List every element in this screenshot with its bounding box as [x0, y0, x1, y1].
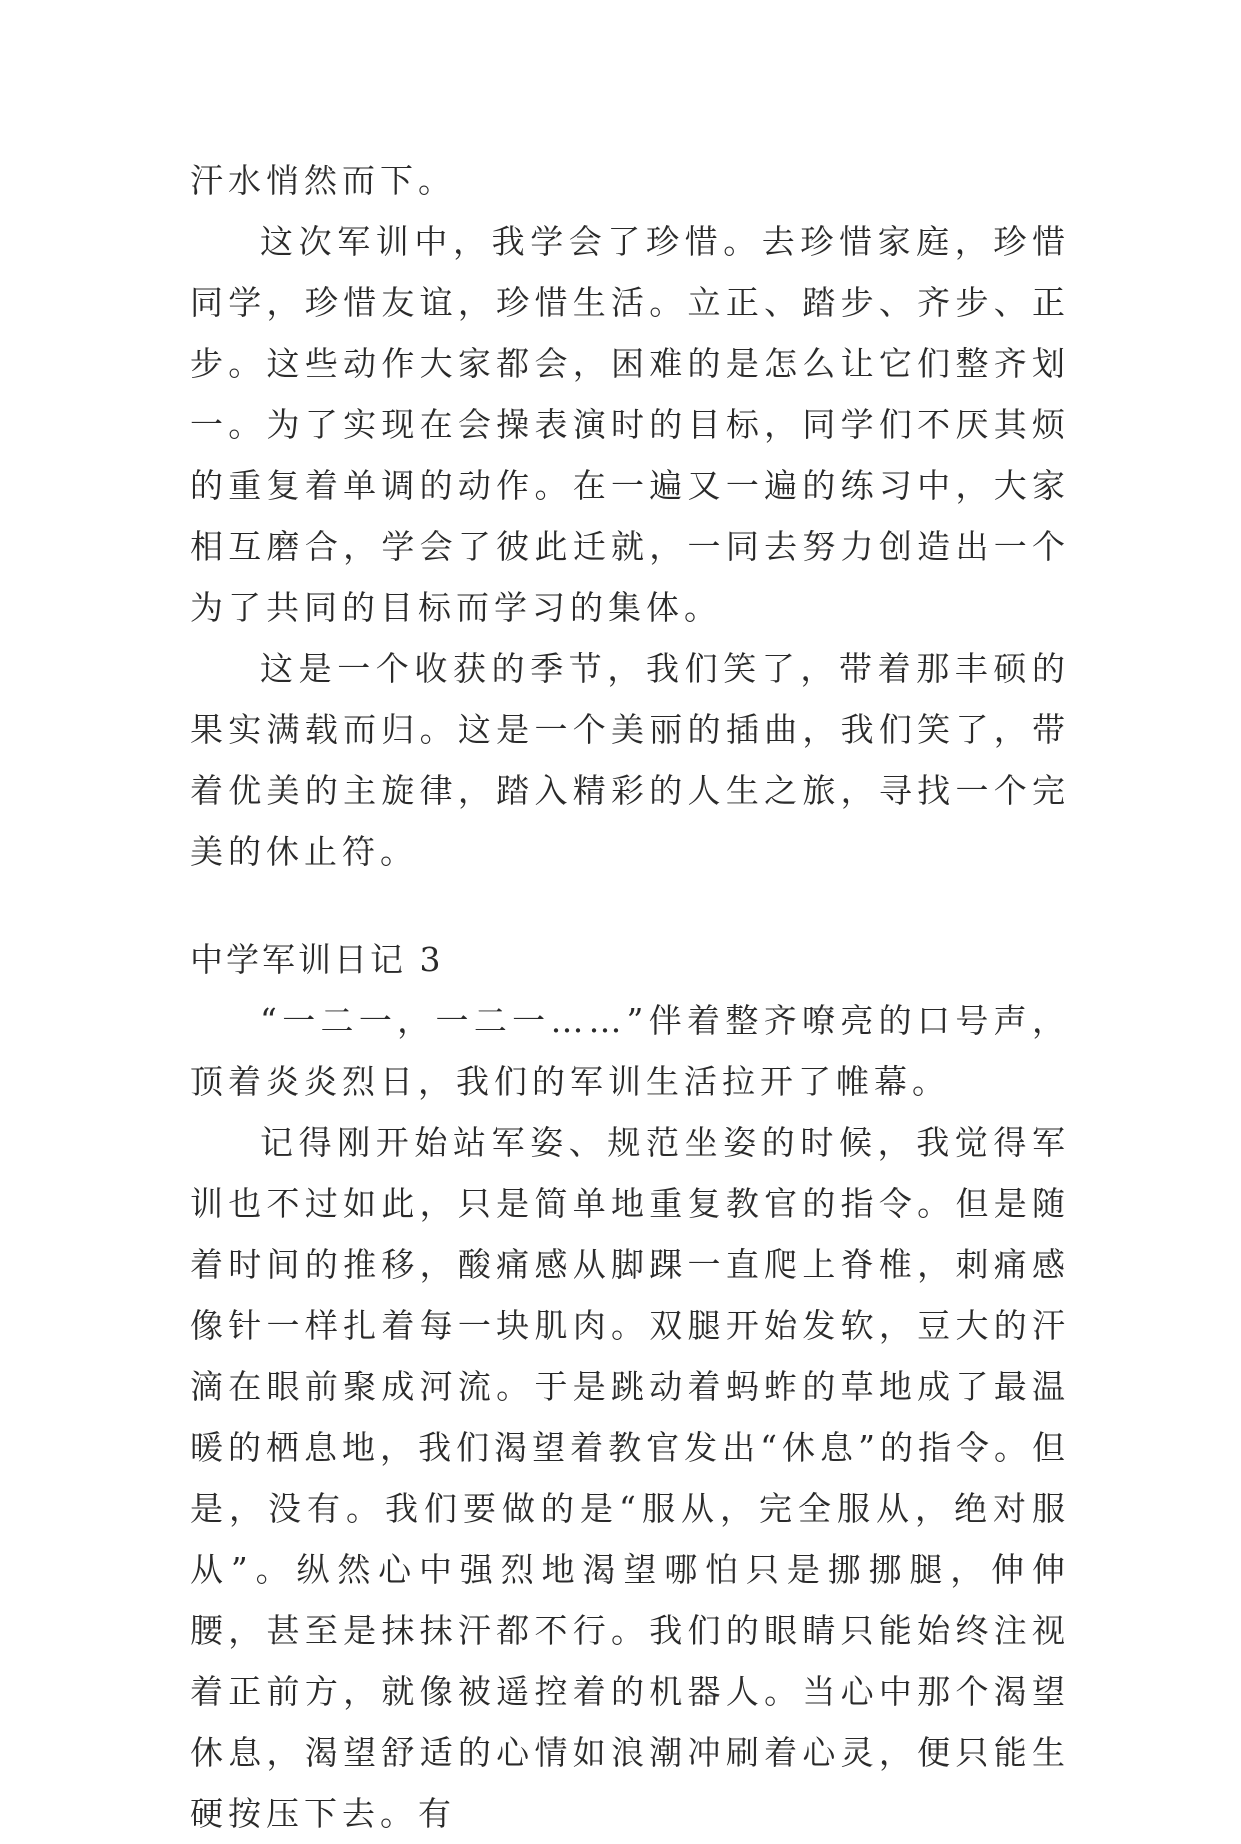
paragraph-opening: “一二一，一二一……”伴着整齐嘹亮的口号声，顶着炎炎烈日，我们的军训生活拉开了帷幕。 [190, 1001, 1070, 1101]
section-heading: 中学军训日记 3 [190, 940, 444, 979]
paragraph-cherish: 这次军训中，我学会了珍惜。去珍惜家庭，珍惜同学，珍惜友谊，珍惜生活。立正、踏步、齐步、正步。这些动作大家都会，困难的是怎么让它们整齐划一。为了实现在会操表演时的目标，同学们不厌其烦的重复着单调的动作。在一遍又一遍的练习中，大家相互磨合，学会了彼此迁就，一同去努力创造出一个为了共同的目标而学习的集体。 [190, 222, 1070, 627]
document-body [190, 150, 1070, 1844]
paragraph-standing-posture: 记得刚开始站军姿、规范坐姿的时候，我觉得军训也不过如此，只是简单地重复教官的指令。但是随着时间的推移，酸痛感从脚踝一直爬上脊椎，刺痛感像针一样扎着每一块肌肉。双腿开始发软，豆大的汗滴在眼前聚成河流。于是跳动着蚂蚱的草地成了最温暖的栖息地，我们渴望着教官发出“休息”的指令。但是，没有。我们要做的是“服从，完全服从，绝对服从”。纵然心中强烈地渴望哪怕只是挪挪腿，伸伸腰，甚至是抹抹汗都不行。我们的眼睛只能始终注视着正前方，就像被遥控着的机器人。当心中那个渴望休息，渴望舒适的心情如浪潮冲刷着心灵，便只能生硬按压下去。有 [190, 1123, 1070, 1833]
paragraph-harvest: 这是一个收获的季节，我们笑了，带着那丰硕的果实满载而归。这是一个美丽的插曲，我们笑了，带着优美的主旋律，踏入精彩的人生之旅，寻找一个完美的休止符。 [190, 649, 1070, 871]
paragraph-continuation: 汗水悄然而下。 [190, 161, 456, 200]
